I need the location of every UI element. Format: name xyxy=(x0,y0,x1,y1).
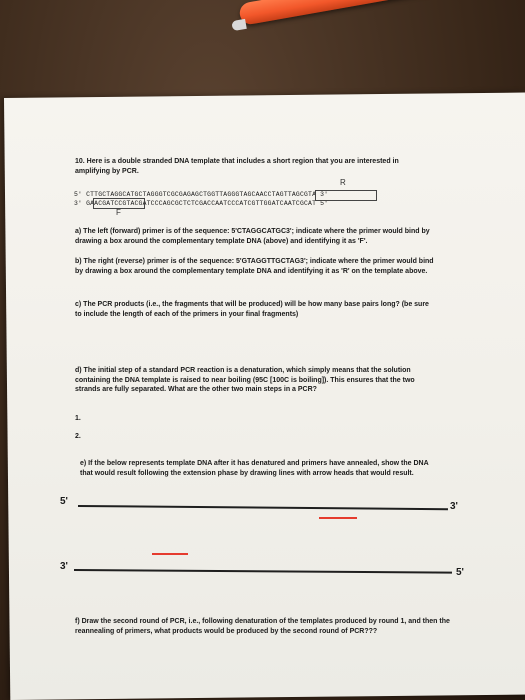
reverse-primer-box xyxy=(315,190,377,201)
dna-top-strand: 5' CTTGCTAGGCATGCTAGGGTCGCGAGAGCTGGTTAGGGTAGCAACCTAGTTAGCGTA 3' xyxy=(74,191,329,198)
part-b-text: b) The right (reverse) primer is of the sequence: 5'GTAGGTTGCTAG3'; indicate where the primer would bind by drawing a box around the complementary template DNA and identifying it as 'R' on the template above. xyxy=(75,258,434,275)
strand2-right-label: 5' xyxy=(456,567,464,578)
template-strand-1 xyxy=(78,505,448,510)
part-e-text: e) If the below represents template DNA after it has denatured and primers have annealed, show the DNA that would result following the extension phase by drawing lines with arrow heads that would result. xyxy=(80,460,429,477)
forward-label: F xyxy=(116,208,121,217)
part-d-text: d) The initial step of a standard PCR reaction is a denaturation, which simply means that the solution containing the DNA template is raised to near boiling (95C [100C is boiling]). This ensures that the two strands are fully separated. What are the other two main steps in a PCR? xyxy=(75,367,415,393)
strand1-right-label: 3' xyxy=(450,501,458,512)
primer-annealed-1 xyxy=(319,517,357,519)
strand2-left-label: 3' xyxy=(60,561,68,572)
part-a-text: a) The left (forward) primer is of the sequence: 5'CTAGGCATGC3'; indicate where the primer would bind by drawing a box around the complementary template DNA (above) and identifying it as 'F'. xyxy=(75,228,430,245)
dna-bottom-strand: 3' GAACGATCCGTACGATCCCAGCGCTCTCGACCAATCCCATCGTTGGATCAATCGCAT 5' xyxy=(74,200,329,207)
answer-item-1: 1. xyxy=(75,415,81,422)
strand1-left-label: 5' xyxy=(60,496,68,507)
part-f-text: f) Draw the second round of PCR, i.e., following denaturation of the templates produced by round 1, and then the reannealing of primers, what products would be produced by the second round of PCR??? xyxy=(75,618,450,635)
primer-annealed-2 xyxy=(152,553,188,555)
part-c-text: c) The PCR products (i.e., the fragments that will be produced) will be how many base pairs long? (be sure to include the length of each of the primers in your final fragments) xyxy=(75,301,429,318)
question-intro: 10. Here is a double stranded DNA template that includes a short region that you are interested in amplifying by PCR. xyxy=(75,158,399,175)
template-strand-2 xyxy=(74,569,452,573)
reverse-label: R xyxy=(340,178,346,187)
answer-item-2: 2. xyxy=(75,433,81,440)
